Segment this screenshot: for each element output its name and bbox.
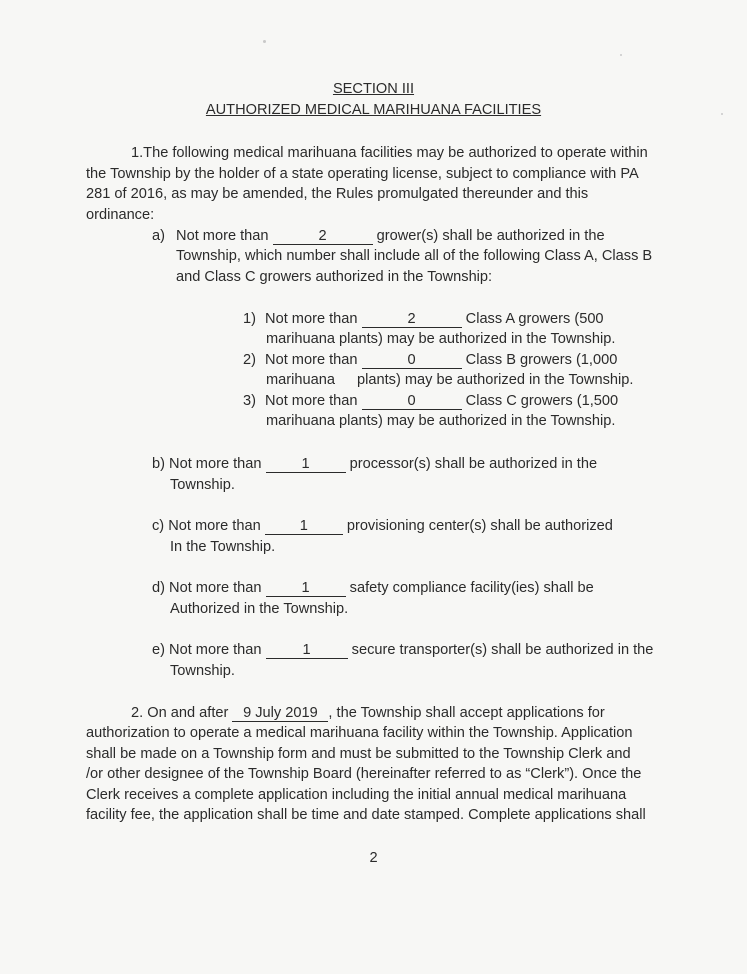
item-c-prefix: Not more than	[168, 518, 261, 534]
sub3-suffix: Class C growers (1,500	[465, 393, 619, 409]
item-b-value: 1	[266, 454, 346, 475]
item-e-line-2: Township.	[170, 663, 235, 679]
item-c-line-2: In the Township.	[170, 539, 276, 555]
sub1-line-2: marihuana plants) may be authorized in the Township.	[266, 331, 616, 347]
item-e-line-1	[152, 640, 653, 661]
sub2-value: 0	[362, 350, 462, 371]
item-a-suffix: grower(s) shall be authorized in the	[376, 228, 605, 244]
p1-line-3: 281 of 2016, as may be amended, the Rules promulgated thereunder and this	[86, 186, 589, 202]
p2-line-2: authorization to operate a medical marihuana facility within the Township. Application	[86, 725, 633, 741]
sub1-line-1	[243, 309, 604, 330]
sub2-line-1	[243, 350, 617, 371]
item-d-line-2: Authorized in the Township.	[170, 601, 349, 617]
item-d-suffix: safety compliance facility(ies) shall be	[349, 580, 594, 596]
p2-suffix: , the Township shall accept applications for	[328, 705, 605, 721]
p1-line-2: the Township by the holder of a state operating license, subject to compliance with PA	[86, 166, 639, 182]
item-d-line-1	[152, 578, 594, 599]
page-number: 2	[369, 850, 378, 866]
sub3-label: 3)	[243, 393, 256, 409]
p2-date: 9 July 2019	[232, 703, 328, 724]
item-c-value: 1	[265, 516, 343, 537]
p1-line-4: ordinance:	[86, 207, 155, 223]
item-b-label: b)	[152, 456, 165, 472]
item-c-label: c)	[152, 518, 165, 534]
sub3-value: 0	[362, 391, 462, 412]
sub2-line-2b: plants) may be authorized in the Township.	[357, 372, 634, 388]
p2-line-3: shall be made on a Township form and must be submitted to the Township Clerk and	[86, 746, 631, 762]
item-b-prefix: Not more than	[169, 456, 262, 472]
item-e-suffix: secure transporter(s) shall be authorized in the	[351, 642, 654, 658]
item-d-prefix: Not more than	[169, 580, 262, 596]
item-c-line-1	[152, 516, 613, 537]
sub1-label: 1)	[243, 311, 256, 327]
sub3-prefix: Not more than	[265, 393, 358, 409]
sub1-suffix: Class A growers (500	[465, 311, 604, 327]
item-a-value: 2	[273, 226, 373, 247]
item-a-line-1	[152, 226, 605, 247]
item-a-prefix: Not more than	[176, 228, 269, 244]
item-a-line-3: and Class C growers authorized in the Township:	[176, 269, 493, 285]
sub1-value: 2	[362, 309, 462, 330]
item-a-line-2: Township, which number shall include all of the following Class A, Class B	[176, 248, 653, 264]
sub2-line-2	[266, 370, 633, 391]
sub1-prefix: Not more than	[265, 311, 358, 327]
p2-line-6: facility fee, the application shall be time and date stamped. Complete applications shall	[86, 807, 646, 823]
item-d-label: d)	[152, 580, 165, 596]
item-d-value: 1	[266, 578, 346, 599]
p2-line-4: /or other designee of the Township Board (hereinafter referred to as “Clerk”). Once the	[86, 766, 642, 782]
item-a-label: a)	[152, 228, 165, 244]
sub3-line-1	[243, 391, 618, 412]
sub2-suffix: Class B growers (1,000	[465, 352, 618, 368]
item-e-prefix: Not more than	[169, 642, 262, 658]
section-subtitle: AUTHORIZED MEDICAL MARIHUANA FACILITIES	[205, 102, 542, 118]
sub2-prefix: Not more than	[265, 352, 358, 368]
section-title: SECTION III	[332, 81, 415, 97]
item-b-line-2: Township.	[170, 477, 235, 493]
p2-line-1	[131, 703, 605, 724]
item-b-suffix: processor(s) shall be authorized in the	[349, 456, 598, 472]
sub3-line-2: marihuana plants) may be authorized in the Township.	[266, 413, 616, 429]
sub2-label: 2)	[243, 352, 256, 368]
item-e-label: e)	[152, 642, 165, 658]
item-b-line-1	[152, 454, 597, 475]
scan-speck	[620, 54, 622, 56]
scan-speck	[263, 40, 266, 43]
item-c-suffix: provisioning center(s) shall be authorized	[346, 518, 613, 534]
sub2-line-2a: marihuana	[266, 372, 335, 388]
p1-line-1: 1.The following medical marihuana facilities may be authorized to operate within	[131, 145, 648, 161]
item-e-value: 1	[266, 640, 348, 661]
p2-prefix: 2. On and after	[131, 705, 229, 721]
p2-line-5: Clerk receives a complete application including the initial annual medical marihuana	[86, 787, 627, 803]
